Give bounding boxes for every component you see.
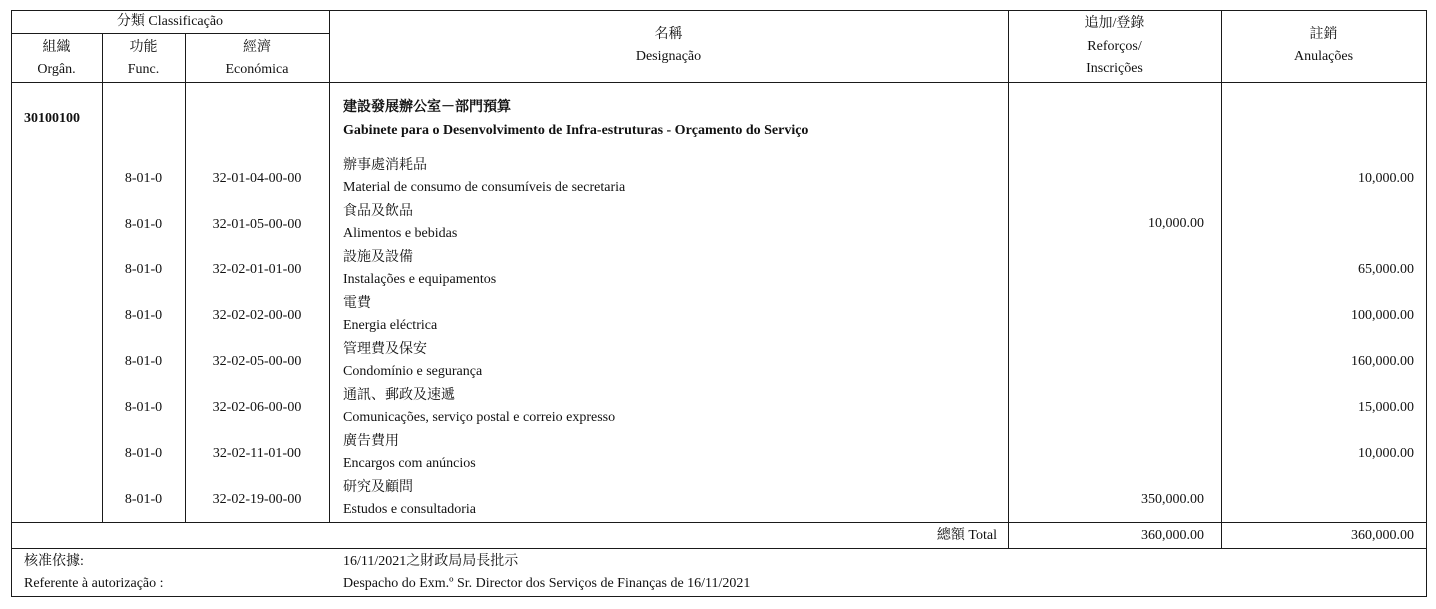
header-functional-pt: Func. bbox=[127, 62, 160, 77]
total-cancellation: 360,000.00 bbox=[1351, 528, 1414, 543]
row-econ-code: 32-02-05-00-00 bbox=[212, 354, 302, 369]
table-top-border bbox=[11, 10, 1427, 11]
total-reinforcement: 360,000.00 bbox=[1141, 528, 1204, 543]
row-designation-pt: Energia eléctrica bbox=[343, 318, 438, 333]
department-code: 30100100 bbox=[24, 111, 80, 126]
department-name-zh: 建設發展辦公室－部門預算 bbox=[343, 100, 511, 115]
header-designation-pt: Designação bbox=[635, 49, 702, 64]
header-reinforcement-zh: 追加/登錄 bbox=[1084, 16, 1145, 31]
row-cancellation-amount: 10,000.00 bbox=[1358, 446, 1414, 461]
table-right-border bbox=[1426, 10, 1427, 597]
row-econ-code: 32-02-11-01-00 bbox=[212, 446, 302, 461]
row-designation-zh: 管理費及保安 bbox=[343, 342, 427, 357]
row-designation-pt: Instalações e equipamentos bbox=[343, 272, 497, 287]
row-designation-zh: 通訊、郵政及速遞 bbox=[343, 388, 455, 403]
row-func-code: 8-01-0 bbox=[124, 171, 163, 186]
row-designation-pt: Encargos com anúncios bbox=[343, 456, 476, 471]
authorization-label-zh: 核准依據: bbox=[24, 554, 84, 569]
row-designation-zh: 廣告費用 bbox=[343, 434, 399, 449]
row-cancellation-amount: 10,000.00 bbox=[1358, 171, 1414, 186]
header-cancellation-pt: Anulações bbox=[1293, 49, 1354, 64]
authorization-value-zh: 16/11/2021之財政局局長批示 bbox=[343, 554, 519, 569]
header-classification: 分類 Classificação bbox=[116, 14, 224, 29]
row-cancellation-amount: 100,000.00 bbox=[1351, 308, 1414, 323]
row-reinforcement-amount: 10,000.00 bbox=[1148, 216, 1204, 231]
row-cancellation-amount: 15,000.00 bbox=[1358, 400, 1414, 415]
row-econ-code: 32-01-05-00-00 bbox=[212, 217, 302, 232]
department-name-pt: Gabinete para o Desenvolvimento de Infra-estruturas - Orçamento do Serviço bbox=[343, 123, 809, 138]
row-designation-zh: 設施及設備 bbox=[343, 250, 413, 265]
row-reinforcement-amount: 350,000.00 bbox=[1141, 492, 1204, 507]
authorization-value-pt: Despacho do Exm.º Sr. Director dos Serviços de Finanças de 16/11/2021 bbox=[343, 576, 751, 591]
row-func-code: 8-01-0 bbox=[124, 400, 163, 415]
header-organic-pt: Orgân. bbox=[37, 62, 76, 77]
header-bottom-border bbox=[11, 82, 1427, 83]
header-economic-zh: 經濟 bbox=[243, 40, 271, 55]
row-econ-code: 32-02-06-00-00 bbox=[212, 400, 302, 415]
header-organic-zh: 組織 bbox=[42, 40, 71, 55]
header-cancellation-zh: 註銷 bbox=[1309, 27, 1338, 42]
row-func-code: 8-01-0 bbox=[124, 446, 163, 461]
row-designation-pt: Comunicações, serviço postal e correio expresso bbox=[343, 410, 616, 425]
row-cancellation-amount: 160,000.00 bbox=[1351, 354, 1414, 369]
row-designation-pt: Alimentos e bebidas bbox=[343, 226, 458, 241]
row-func-code: 8-01-0 bbox=[124, 217, 163, 232]
header-reinforcement-pt2: Inscrições bbox=[1086, 61, 1143, 76]
table-bottom-border bbox=[11, 596, 1427, 597]
classification-divider bbox=[11, 33, 329, 34]
column-divider-designation bbox=[329, 10, 330, 523]
total-bottom-border bbox=[11, 548, 1427, 549]
row-cancellation-amount: 65,000.00 bbox=[1358, 262, 1414, 277]
row-econ-code: 32-01-04-00-00 bbox=[212, 171, 302, 186]
authorization-label-pt: Referente à autorização : bbox=[24, 576, 164, 591]
row-designation-zh: 研究及顧問 bbox=[343, 480, 413, 495]
header-economic-pt: Económica bbox=[225, 62, 289, 77]
header-functional-zh: 功能 bbox=[129, 40, 158, 55]
row-econ-code: 32-02-19-00-00 bbox=[212, 492, 302, 507]
row-designation-zh: 辦事處消耗品 bbox=[343, 158, 427, 173]
header-reinforcement-pt1: Reforços/ bbox=[1087, 39, 1142, 54]
table-left-border bbox=[11, 10, 12, 597]
row-designation-pt: Condomínio e segurança bbox=[343, 364, 483, 379]
row-designation-pt: Estudos e consultadoria bbox=[343, 502, 476, 517]
row-econ-code: 32-02-01-01-00 bbox=[212, 262, 302, 277]
header-designation-zh: 名稱 bbox=[654, 27, 683, 42]
row-designation-pt: Material de consumo de consumíveis de secretaria bbox=[343, 180, 626, 195]
row-func-code: 8-01-0 bbox=[124, 492, 163, 507]
column-divider-cancellation bbox=[1221, 10, 1222, 549]
row-designation-zh: 電費 bbox=[343, 296, 371, 311]
row-func-code: 8-01-0 bbox=[124, 308, 163, 323]
row-designation-zh: 食品及飲品 bbox=[343, 204, 413, 219]
row-func-code: 8-01-0 bbox=[124, 262, 163, 277]
total-top-border bbox=[11, 522, 1427, 523]
column-divider-reinforcement bbox=[1008, 10, 1009, 549]
row-func-code: 8-01-0 bbox=[124, 354, 163, 369]
row-econ-code: 32-02-02-00-00 bbox=[212, 308, 302, 323]
total-label: 總額 Total bbox=[936, 528, 997, 543]
